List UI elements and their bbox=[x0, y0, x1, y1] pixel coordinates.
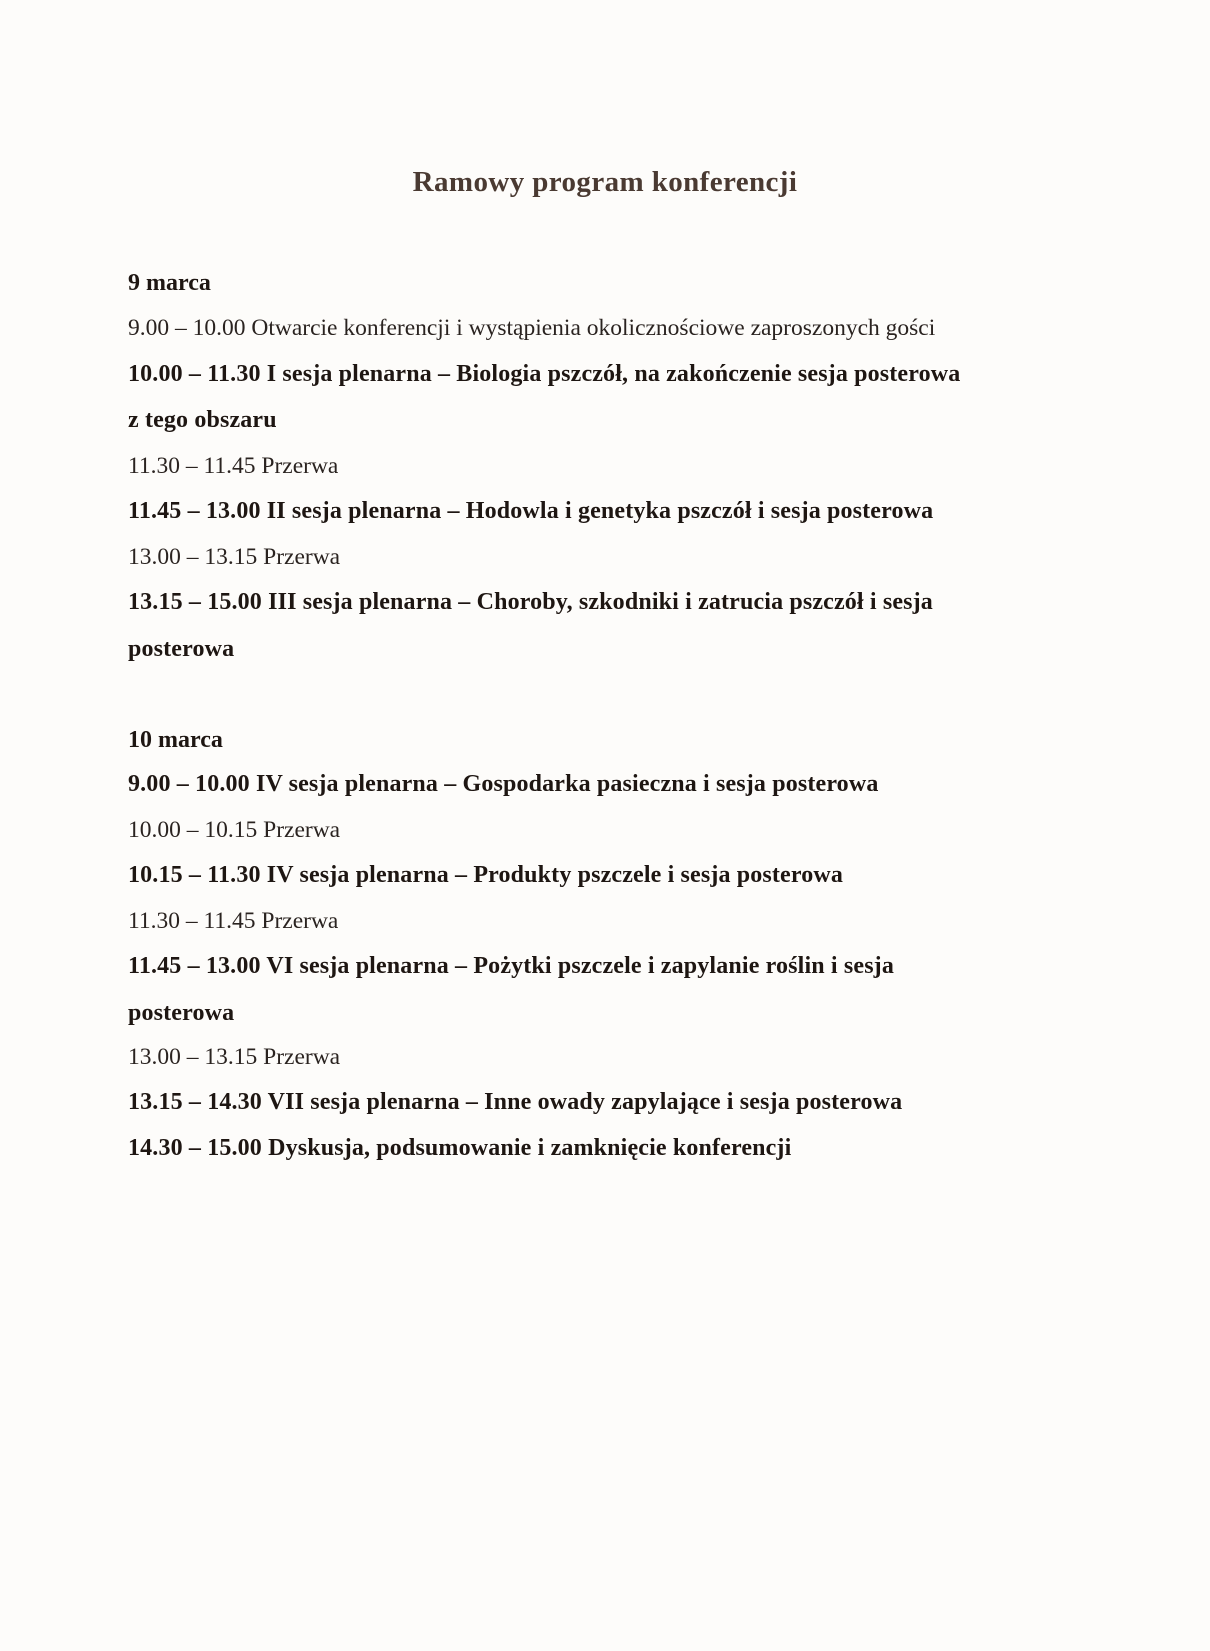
schedule-item: 14.30 – 15.00 Dyskusja, podsumowanie i zamknięcie konferencji bbox=[128, 1135, 792, 1161]
schedule-item-continuation: z tego obszaru bbox=[128, 407, 277, 433]
schedule-break: 13.00 – 13.15 Przerwa bbox=[128, 544, 341, 570]
schedule-item: 10.15 – 11.30 IV sesja plenarna – Produkty pszczele i sesja posterowa bbox=[128, 862, 844, 888]
schedule-item: 11.45 – 13.00 VI sesja plenarna – Pożytki pszczele i zapylanie roślin i sesja bbox=[128, 953, 894, 979]
schedule-item-continuation: posterowa bbox=[128, 1000, 235, 1026]
schedule-item: 9.00 – 10.00 Otwarcie konferencji i wystąpienia okolicznościowe zaproszonych gości bbox=[128, 315, 936, 341]
day-heading-9-march: 9 marca bbox=[128, 270, 211, 296]
document-title: Ramowy program konferencji bbox=[412, 166, 798, 198]
schedule-item: 13.15 – 15.00 III sesja plenarna – Choroby, szkodniki i zatrucia pszczół i sesja bbox=[128, 589, 933, 615]
schedule-break: 11.30 – 11.45 Przerwa bbox=[128, 908, 339, 934]
day-heading-10-march: 10 marca bbox=[128, 727, 223, 753]
schedule-item: 10.00 – 11.30 I sesja plenarna – Biologia pszczół, na zakończenie sesja posterowa bbox=[128, 361, 961, 387]
schedule-break: 10.00 – 10.15 Przerwa bbox=[128, 817, 341, 843]
schedule-break: 13.00 – 13.15 Przerwa bbox=[128, 1044, 341, 1070]
schedule-break: 11.30 – 11.45 Przerwa bbox=[128, 453, 339, 479]
schedule-item: 9.00 – 10.00 IV sesja plenarna – Gospodarka pasieczna i sesja posterowa bbox=[128, 771, 879, 797]
schedule-item: 11.45 – 13.00 II sesja plenarna – Hodowla i genetyka pszczół i sesja posterowa bbox=[128, 498, 934, 524]
schedule-item-continuation: posterowa bbox=[128, 636, 235, 662]
schedule-item: 13.15 – 14.30 VII sesja plenarna – Inne owady zapylające i sesja posterowa bbox=[128, 1089, 903, 1115]
